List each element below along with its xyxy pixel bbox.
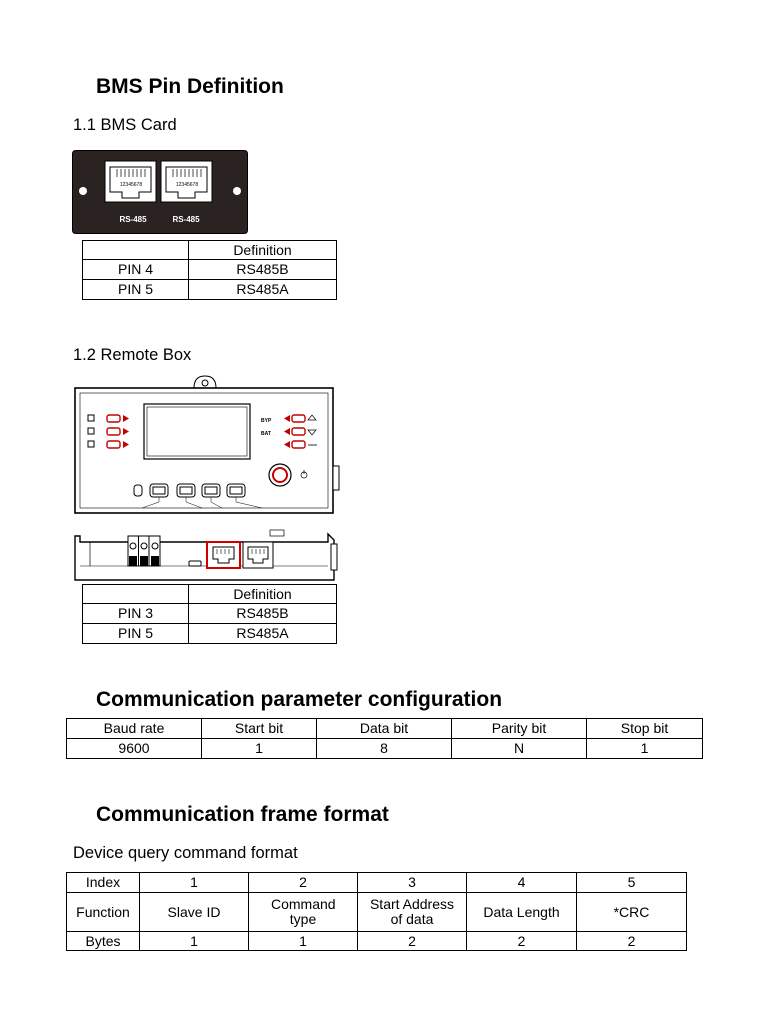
port-right-label: RS-485 <box>172 215 200 224</box>
pin-cell: PIN 3 <box>83 604 189 624</box>
table-header-cell: Definition <box>189 585 337 604</box>
bytes-cell: 1 <box>249 932 358 951</box>
function-cell: *CRC <box>577 893 687 932</box>
table-row <box>67 739 703 759</box>
rj45-port-highlighted <box>207 542 240 568</box>
table-row <box>83 280 337 300</box>
port-right-pin-numbers: 12345678 <box>175 182 199 188</box>
index-cell: 3 <box>358 873 467 893</box>
definition-cell: RS485B <box>189 604 337 624</box>
definition-cell: RS485B <box>189 260 337 280</box>
function-cell: Data Length <box>467 893 577 932</box>
row-label-cell: Bytes <box>67 932 140 951</box>
bms-card-pin-table <box>82 240 337 300</box>
remote-box-image <box>72 374 340 584</box>
index-cell: 1 <box>140 873 249 893</box>
bytes-cell: 2 <box>577 932 687 951</box>
header-cell: Stop bit <box>587 719 703 739</box>
index-cell: 5 <box>577 873 687 893</box>
table-header-row <box>67 719 703 739</box>
bms-card-heading: 1.1 BMS Card <box>73 116 177 134</box>
rj45-port-right <box>161 161 212 202</box>
table-header-cell: Definition <box>189 241 337 260</box>
value-cell: 9600 <box>67 739 202 759</box>
port-left-pin-numbers: 12345678 <box>119 182 143 188</box>
screw-hole-left <box>79 187 87 195</box>
header-cell: Start bit <box>202 719 317 739</box>
value-cell: 1 <box>202 739 317 759</box>
comm-params-table <box>66 718 703 759</box>
value-cell: 1 <box>587 739 703 759</box>
frame-format-subheading: Device query command format <box>73 844 298 862</box>
usb-port <box>189 561 201 566</box>
index-cell: 2 <box>249 873 358 893</box>
table-row <box>83 260 337 280</box>
remote-box-pin-table <box>82 584 337 644</box>
index-row <box>67 873 687 893</box>
table-row <box>83 604 337 624</box>
rj45-port-left <box>105 161 156 202</box>
port-left-label: RS-485 <box>119 215 147 224</box>
header-cell: Data bit <box>317 719 452 739</box>
function-cell: Slave ID <box>140 893 249 932</box>
table-header-cell <box>83 241 189 260</box>
frame-format-heading: Communication frame format <box>96 803 389 826</box>
remote-box-bottom-view <box>75 530 337 580</box>
row-label-cell: Function <box>67 893 140 932</box>
page-title: BMS Pin Definition <box>96 75 284 98</box>
rj45-port-second <box>243 542 273 568</box>
pin-cell: PIN 5 <box>83 280 189 300</box>
indicator-label-byp: BYP <box>261 418 272 424</box>
frame-format-table <box>66 872 687 951</box>
definition-cell: RS485A <box>189 624 337 644</box>
bms-card-image <box>72 150 248 234</box>
table-row <box>83 624 337 644</box>
pin-cell: PIN 4 <box>83 260 189 280</box>
index-cell: 4 <box>467 873 577 893</box>
screw-hole-right <box>233 187 241 195</box>
function-cell: Start Address of data <box>358 893 467 932</box>
terminal-block <box>128 536 160 566</box>
header-cell: Baud rate <box>67 719 202 739</box>
pin-cell: PIN 5 <box>83 624 189 644</box>
header-cell: Parity bit <box>452 719 587 739</box>
value-cell: 8 <box>317 739 452 759</box>
function-cell: Command type <box>249 893 358 932</box>
definition-cell: RS485A <box>189 280 337 300</box>
comm-params-heading: Communication parameter configuration <box>96 688 503 711</box>
lcd-screen <box>144 404 250 459</box>
table-header-cell <box>83 585 189 604</box>
remote-box-front-panel <box>75 376 339 513</box>
remote-box-heading: 1.2 Remote Box <box>73 346 192 364</box>
function-row <box>67 893 687 932</box>
bytes-cell: 2 <box>358 932 467 951</box>
bytes-cell: 1 <box>140 932 249 951</box>
row-label-cell: Index <box>67 873 140 893</box>
bytes-row <box>67 932 687 951</box>
value-cell: N <box>452 739 587 759</box>
indicator-label-bat: BAT <box>261 431 271 437</box>
bytes-cell: 2 <box>467 932 577 951</box>
